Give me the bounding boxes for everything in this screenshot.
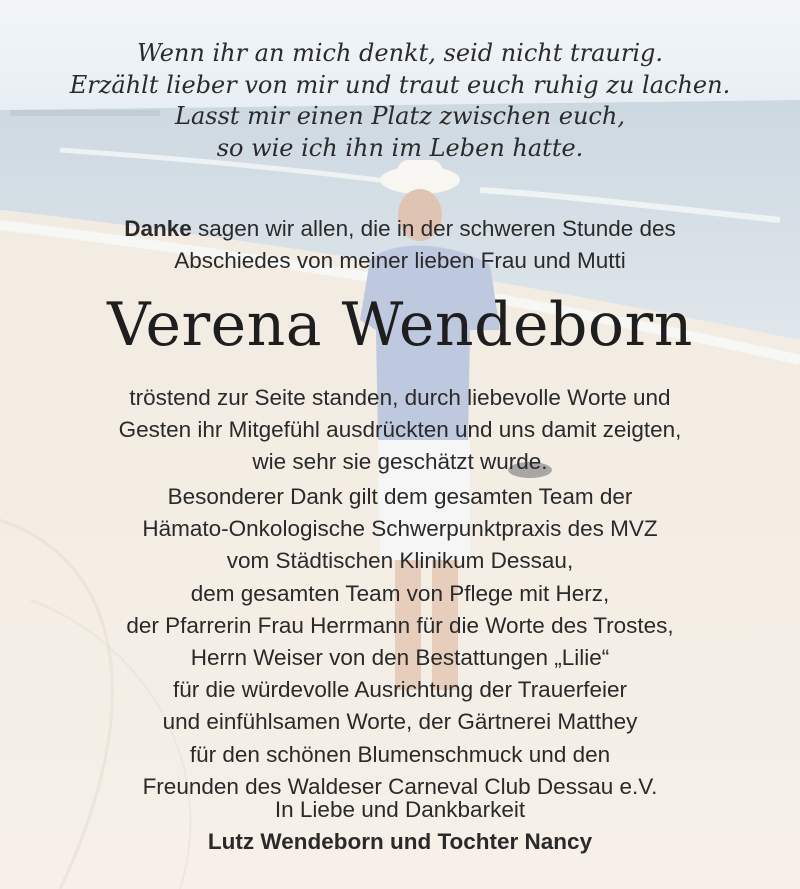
thanks-line: für den schönen Blumenschmuck und den bbox=[189, 741, 611, 767]
signature: Lutz Wendeborn und Tochter Nancy bbox=[207, 829, 593, 854]
poem-line: Wenn ihr an mich denkt, seid nicht traurig. bbox=[136, 39, 664, 67]
body-text bbox=[0, 382, 800, 479]
thanks-line: vom Städtischen Klinikum Dessau, bbox=[226, 548, 574, 574]
intro-line bbox=[0, 213, 800, 245]
thanks-line: dem gesamten Team von Pflege mit Herz, bbox=[190, 580, 610, 606]
thanks-line: für die würdevolle Ausrichtung der Trauerfeier bbox=[173, 677, 627, 703]
poem-line: Lasst mir einen Platz zwischen euch, bbox=[175, 102, 625, 130]
body-line: wie sehr sie geschätzt wurde. bbox=[252, 449, 548, 475]
intro-line: Abschiedes von meiner lieben Frau und Mutti bbox=[174, 248, 626, 273]
thanks-line: der Pfarrerin Frau Herrmann für die Worte des Trostes, bbox=[126, 612, 674, 638]
closing bbox=[0, 794, 800, 858]
thanks-line: Hämato-Onkologische Schwerpunktpraxis des MVZ bbox=[142, 516, 658, 542]
intro-line-rest: sagen wir allen, die in der schweren Stunde des bbox=[191, 216, 676, 241]
thanks-line: Herrn Weiser von den Bestattungen „Lilie“ bbox=[190, 645, 610, 671]
poem bbox=[0, 38, 800, 164]
thanks-text bbox=[0, 481, 800, 803]
deceased-name: Verena Wendeborn bbox=[107, 290, 693, 360]
intro-bold-word: Danke bbox=[124, 216, 192, 241]
poem-line: Erzählt lieber von mir und traut euch ruhig zu lachen. bbox=[69, 70, 731, 99]
closing-line: In Liebe und Dankbarkeit bbox=[274, 797, 526, 822]
poem-line: so wie ich ihn im Leben hatte. bbox=[216, 133, 584, 162]
thanks-line: Freunden des Waldeser Carneval Club Dessau e.V. bbox=[142, 773, 658, 799]
thanks-line: und einfühlsamen Worte, der Gärtnerei Matthey bbox=[162, 709, 638, 735]
thanks-line: Besonderer Dank gilt dem gesamten Team der bbox=[167, 484, 633, 509]
body-line: Gesten ihr Mitgefühl ausdrückten und uns damit zeigten, bbox=[118, 417, 682, 443]
body-line: tröstend zur Seite standen, durch liebevolle Worte und bbox=[129, 385, 671, 410]
intro-text bbox=[0, 213, 800, 277]
